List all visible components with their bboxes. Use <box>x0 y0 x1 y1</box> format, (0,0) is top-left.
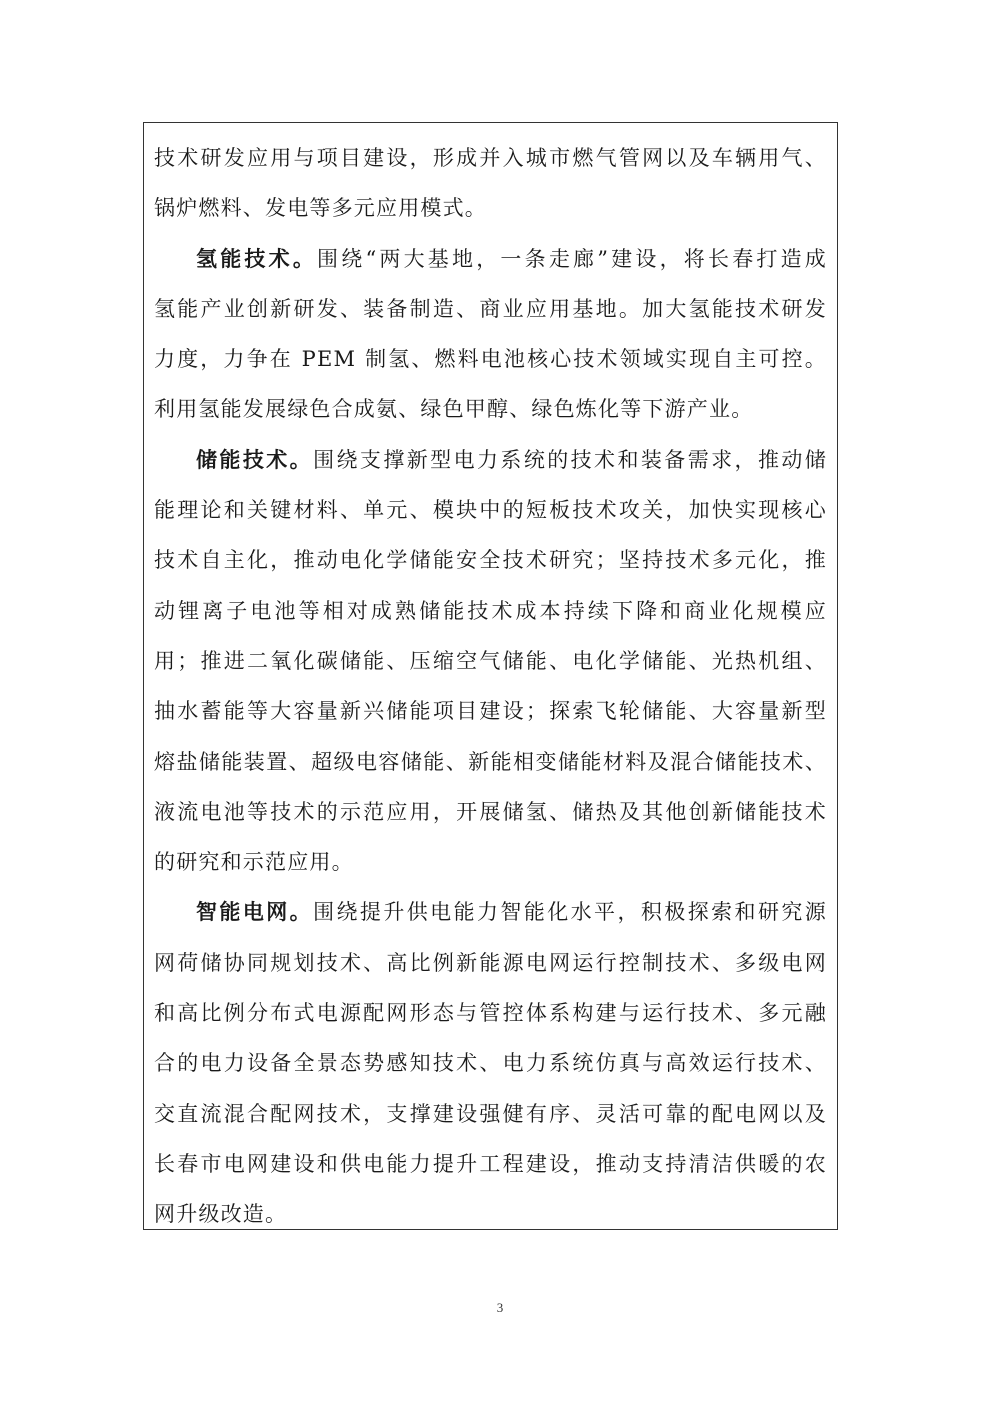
line-text: 围绕提升供电能力智能化水平，积极探索和研究源 <box>313 900 827 925</box>
line-text: 合的电力设备全景态势感知技术、电力系统仿真与高效运行技术、 <box>154 1051 827 1076</box>
section-heading-hydrogen: 氢能技术。 <box>196 245 318 271</box>
section-heading-smart-grid: 智能电网。 <box>196 899 314 925</box>
text-line <box>154 535 827 585</box>
text-line <box>154 1139 827 1189</box>
text-line <box>154 686 827 736</box>
text-line <box>154 334 827 384</box>
text-line <box>154 938 827 988</box>
line-text: 抽水蓄能等大容量新兴储能项目建设；探索飞轮储能、大容量新型 <box>154 699 827 724</box>
text-line <box>154 636 827 686</box>
line-text: 技术研发应用与项目建设，形成并入城市燃气管网以及车辆用气、 <box>154 146 827 170</box>
line-text: 技术自主化，推动电化学储能安全技术研究；坚持技术多元化，推 <box>154 548 827 573</box>
line-text: 氢能产业创新研发、装备制造、商业应用基地。加大氢能技术研发 <box>154 296 827 321</box>
line-text: 液流电池等技术的示范应用，开展储氢、储热及其他创新储能技术 <box>154 799 827 824</box>
text-line <box>154 1038 827 1088</box>
text-line <box>154 384 827 434</box>
line-text: 围绕“两大基地，一条走廊”建设，将长春打造成 <box>317 246 827 271</box>
line-text: 用；推进二氧化碳储能、压缩空气储能、电化学储能、光热机组、 <box>154 648 827 673</box>
line-text: 动锂离子电池等相对成熟储能技术成本持续下降和商业化规模应 <box>154 598 827 623</box>
text-line <box>154 284 827 334</box>
section-heading-storage: 储能技术。 <box>196 446 314 472</box>
text-line <box>154 133 827 183</box>
section-hydrogen-first-line <box>154 234 827 284</box>
text-line <box>154 183 827 233</box>
line-text: 能理论和关键材料、单元、模块中的短板技术攻关，加快实现核心 <box>154 498 827 523</box>
text-line <box>154 1189 827 1239</box>
document-body-frame <box>143 122 838 1230</box>
text-line <box>154 837 827 887</box>
line-text: 围绕支撑新型电力系统的技术和装备需求，推动储 <box>313 447 827 472</box>
text-line <box>154 988 827 1038</box>
text-line <box>154 737 827 787</box>
section-storage-first-line <box>154 435 827 485</box>
line-text: 锅炉燃料、发电等多元应用模式。 <box>154 196 487 221</box>
line-text: 网荷储协同规划技术、高比例新能源电网运行控制技术、多级电网 <box>154 950 827 975</box>
text-line <box>154 586 827 636</box>
text-line <box>154 485 827 535</box>
line-text: 的研究和示范应用。 <box>154 850 354 875</box>
section-smart-grid-first-line <box>154 887 827 937</box>
line-text: 利用氢能发展绿色合成氨、绿色甲醇、绿色炼化等下游产业。 <box>154 397 754 422</box>
line-text: 交直流混合配网技术，支撑建设强健有序、灵活可靠的配电网以及 <box>154 1101 827 1126</box>
line-text: 力度，力争在 PEM 制氢、燃料电池核心技术领域实现自主可控。 <box>154 347 827 372</box>
line-text: 熔盐储能装置、超级电容储能、新能相变储能材料及混合储能技术、 <box>154 749 827 774</box>
text-line <box>154 787 827 837</box>
text-line <box>154 1089 827 1139</box>
line-text: 长春市电网建设和供电能力提升工程建设，推动支持清洁供暖的农 <box>154 1151 827 1176</box>
line-text: 网升级改造。 <box>154 1202 288 1227</box>
line-text: 和高比例分布式电源配网形态与管控体系构建与运行技术、多元融 <box>154 1001 827 1026</box>
page-number: 3 <box>496 1300 504 1315</box>
